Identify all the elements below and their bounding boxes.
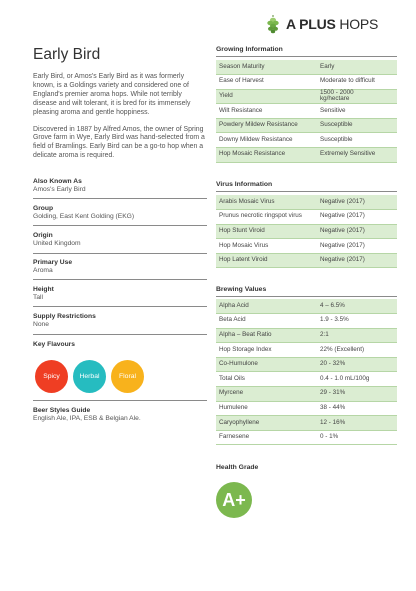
table-row <box>216 133 397 148</box>
virus-information-section <box>216 181 397 189</box>
table-row <box>216 299 397 314</box>
table-cell: Sensitive <box>317 104 397 119</box>
divider <box>33 279 207 280</box>
table-row <box>216 195 397 210</box>
table-cell: 38 - 44% <box>317 401 397 416</box>
divider <box>216 56 397 57</box>
group-value: Golding, East Kent Golding (EKG) <box>33 213 135 220</box>
height-section <box>33 286 207 302</box>
table-row <box>216 314 397 329</box>
hop-cone-icon <box>264 14 282 34</box>
table-cell: Beta Acid <box>216 314 317 329</box>
health-grade-heading: Health Grade <box>216 464 259 471</box>
table-cell: 4 – 6.5% <box>317 299 397 314</box>
table-row <box>216 253 397 268</box>
table-cell: Negative (2017) <box>317 253 397 268</box>
table-cell: Farnesene <box>216 430 317 445</box>
table-cell: Powdery Mildew Resistance <box>216 118 317 133</box>
supply-restrictions-section <box>33 313 207 329</box>
table-cell: Season Maturity <box>216 60 317 75</box>
health-grade-section <box>216 464 397 472</box>
brand-logo <box>264 14 404 34</box>
virus-information-table <box>216 195 397 268</box>
brand-name: A PLUS HOPS <box>286 16 379 32</box>
supply-restrictions-label: Supply Restrictions <box>33 313 96 320</box>
table-cell: Extremely Sensitive <box>317 148 397 163</box>
page-title: Early Bird <box>33 46 101 63</box>
table-cell: Negative (2017) <box>317 239 397 254</box>
table-cell: Caryophyllene <box>216 416 317 431</box>
divider <box>33 306 207 307</box>
description-paragraph-2: Discovered in 1887 by Alfred Amos, the owner of Spring Grove farm in Wye, Early Bird was hand-selected from a field of Bramlings. Early Bird can be a go-to hop when a delicate aroma is required. <box>33 125 205 160</box>
brewing-values-table <box>216 299 397 445</box>
table-cell: 1.9 - 3.5% <box>317 314 397 329</box>
table-row <box>216 104 397 119</box>
health-grade-badge: A+ <box>216 482 252 518</box>
table-cell: Hop Storage Index <box>216 343 317 358</box>
table-cell: 29 - 31% <box>317 387 397 402</box>
table-cell: Hop Mosaic Virus <box>216 239 317 254</box>
table-cell: Susceptible <box>317 133 397 148</box>
table-cell: 12 - 16% <box>317 416 397 431</box>
divider <box>33 198 207 199</box>
brewing-values-section <box>216 286 397 294</box>
height-value: Tall <box>33 294 44 301</box>
table-cell: 2:1 <box>317 328 397 343</box>
table-cell: Negative (2017) <box>317 210 397 225</box>
primary-use-label: Primary Use <box>33 259 73 266</box>
flavour-badge-herbal: Herbal <box>73 360 106 393</box>
primary-use-value: Aroma <box>33 267 53 274</box>
table-cell: 20 - 32% <box>317 357 397 372</box>
beer-styles-value: English Ale, IPA, ESB & Belgian Ale. <box>33 415 141 422</box>
table-row <box>216 401 397 416</box>
divider <box>33 334 207 335</box>
table-cell: Hop Stunt Viroid <box>216 224 317 239</box>
table-cell: 1500 - 2000 kg/hectare <box>317 89 397 104</box>
table-cell: Hop Latent Viroid <box>216 253 317 268</box>
table-cell: Myrcene <box>216 387 317 402</box>
origin-section <box>33 232 207 248</box>
also-known-as-value: Amos's Early Bird <box>33 186 86 193</box>
flavour-badge-spicy: Spicy <box>35 360 68 393</box>
table-row <box>216 387 397 402</box>
table-row <box>216 328 397 343</box>
table-cell: Total Oils <box>216 372 317 387</box>
key-flavours-heading: Key Flavours <box>33 341 75 348</box>
also-known-as-label: Also Known As <box>33 178 82 185</box>
table-row <box>216 75 397 90</box>
description-paragraph-1: Early Bird, or Amos's Early Bird as it was formerly known, is a Goldings variety and considered one of England's premier aroma hops. While not terribly disease and wilt tolerant, it is bred for its immensely pleasing aroma and gentle hoppiness. <box>33 73 191 116</box>
virus-information-heading: Virus Information <box>216 181 273 188</box>
table-row <box>216 416 397 431</box>
table-cell: Alpha Acid <box>216 299 317 314</box>
growing-information-heading: Growing Information <box>216 46 283 53</box>
divider <box>216 191 397 192</box>
table-cell: 0.4 - 1.0 mL/100g <box>317 372 397 387</box>
divider <box>33 225 207 226</box>
table-cell: Downy Mildew Resistance <box>216 133 317 148</box>
table-cell: 0 - 1% <box>317 430 397 445</box>
table-row <box>216 89 397 104</box>
supply-restrictions-value: None <box>33 321 49 328</box>
flavour-badge-floral: Floral <box>111 360 144 393</box>
table-cell: Ease of Harvest <box>216 75 317 90</box>
table-row <box>216 343 397 358</box>
table-cell: Susceptible <box>317 118 397 133</box>
table-cell: Early <box>317 60 397 75</box>
key-flavours-section <box>33 341 207 349</box>
divider <box>33 400 207 401</box>
table-cell: Prunus necrotic ringspot virus <box>216 210 317 225</box>
table-cell: Co-Humulone <box>216 357 317 372</box>
table-cell: Yield <box>216 89 317 104</box>
table-cell: Arabis Mosaic Virus <box>216 195 317 210</box>
table-cell: Wilt Resistance <box>216 104 317 119</box>
table-cell: Alpha – Beat Ratio <box>216 328 317 343</box>
height-label: Height <box>33 286 54 293</box>
table-cell: Negative (2017) <box>317 195 397 210</box>
table-row <box>216 210 397 225</box>
group-section <box>33 205 207 221</box>
origin-label: Origin <box>33 232 53 239</box>
table-cell: Negative (2017) <box>317 224 397 239</box>
table-row <box>216 430 397 445</box>
beer-styles-section <box>33 407 207 423</box>
table-row <box>216 357 397 372</box>
table-row <box>216 239 397 254</box>
table-row <box>216 60 397 75</box>
table-cell: 22% (Excellent) <box>317 343 397 358</box>
table-row <box>216 118 397 133</box>
table-row <box>216 224 397 239</box>
table-cell: Hop Mosaic Resistance <box>216 148 317 163</box>
table-cell: Moderate to difficult <box>317 75 397 90</box>
brewing-values-heading: Brewing Values <box>216 286 267 293</box>
divider <box>33 253 207 254</box>
also-known-as-section <box>33 178 207 194</box>
table-row <box>216 148 397 163</box>
table-cell: Humulene <box>216 401 317 416</box>
divider <box>216 296 397 297</box>
growing-information-table <box>216 60 397 163</box>
growing-information-section <box>216 46 397 54</box>
group-label: Group <box>33 205 54 212</box>
primary-use-section <box>33 259 207 275</box>
table-row <box>216 372 397 387</box>
origin-value: United Kingdom <box>33 240 81 247</box>
beer-styles-heading: Beer Styles Guide <box>33 407 91 414</box>
